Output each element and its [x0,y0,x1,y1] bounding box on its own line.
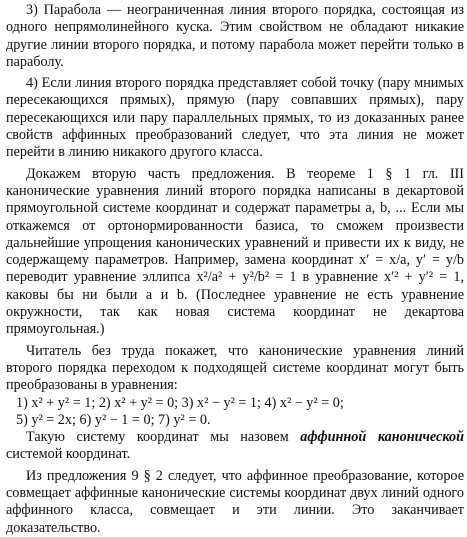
paragraph-conclusion: Из предложения 9 § 2 следует, что аффинное преобразование, которое совмещает аффинные канонические системы координат двух линий одного аффинного класса, совмещает и эти линии. Это заканчивает доказательство. [6,467,464,536]
paragraph-reader-shows: Читатель без труда покажет, что канонические уравнения линий второго порядка переходом к подходящей системе координат могут быть преобразованы в уравнения: [6,342,464,394]
paragraph-proof-second-part: Докажем вторую часть предложения. В теореме 1 § 1 гл. III канонические уравнения линий второго порядка написаны в декартовой прямоугольной системе координат и содержат параметры a, b, ... Если мы откажемся от ортонормированности базиса, то сможем произвести дальнейшие упрощения канонических уравнений и привести их к виду, не содержащему параметров. Например, замена координат x′ = x/a, y′ = y/b переводит уравнение эллипса x²/a² + y²/b² = 1 в уравнение x′² + y′² = 1, каковы бы ни были a и b. (Последнее уравнение не есть уравнение окружности, так как новая система координат не декартова прямоугольная.) [6,165,464,338]
paragraph-degenerate-lines: 4) Если линия второго порядка представляет собой точку (пару мнимых пересекающихся прямых), прямую (пару совпавших прямых), пару пересекающихся или пару параллельных прямых, то из доказанных ранее свойств аффинных преобразований следует, что эта линия не может перейти в линию никакого другого класса. [6,75,464,161]
equations-line-1: 1) x² + y² = 1; 2) x² + y² = 0; 3) x² − y² = 1; 4) x² − y² = 0; [16,394,344,411]
canonical-equations-list [6,395,464,430]
definition-text-after: системой координат. [6,446,131,463]
defined-term: аффинной канонической [300,429,464,446]
paragraph-parabola: 3) Парабола — неограниченная линия второго порядка, состоящая из одного непрямолинейного куска. Этим свойством не обладают никакие другие линии второго порядка, и потому парабола может перейти только в параболу. [6,2,464,70]
definition-text-before: Такую систему координат мы назовем [26,429,301,446]
paragraph-affine-canonical-system [6,429,464,464]
equations-line-2: 5) y² = 2x; 6) y² − 1 = 0; 7) y² = 0. [16,411,211,428]
